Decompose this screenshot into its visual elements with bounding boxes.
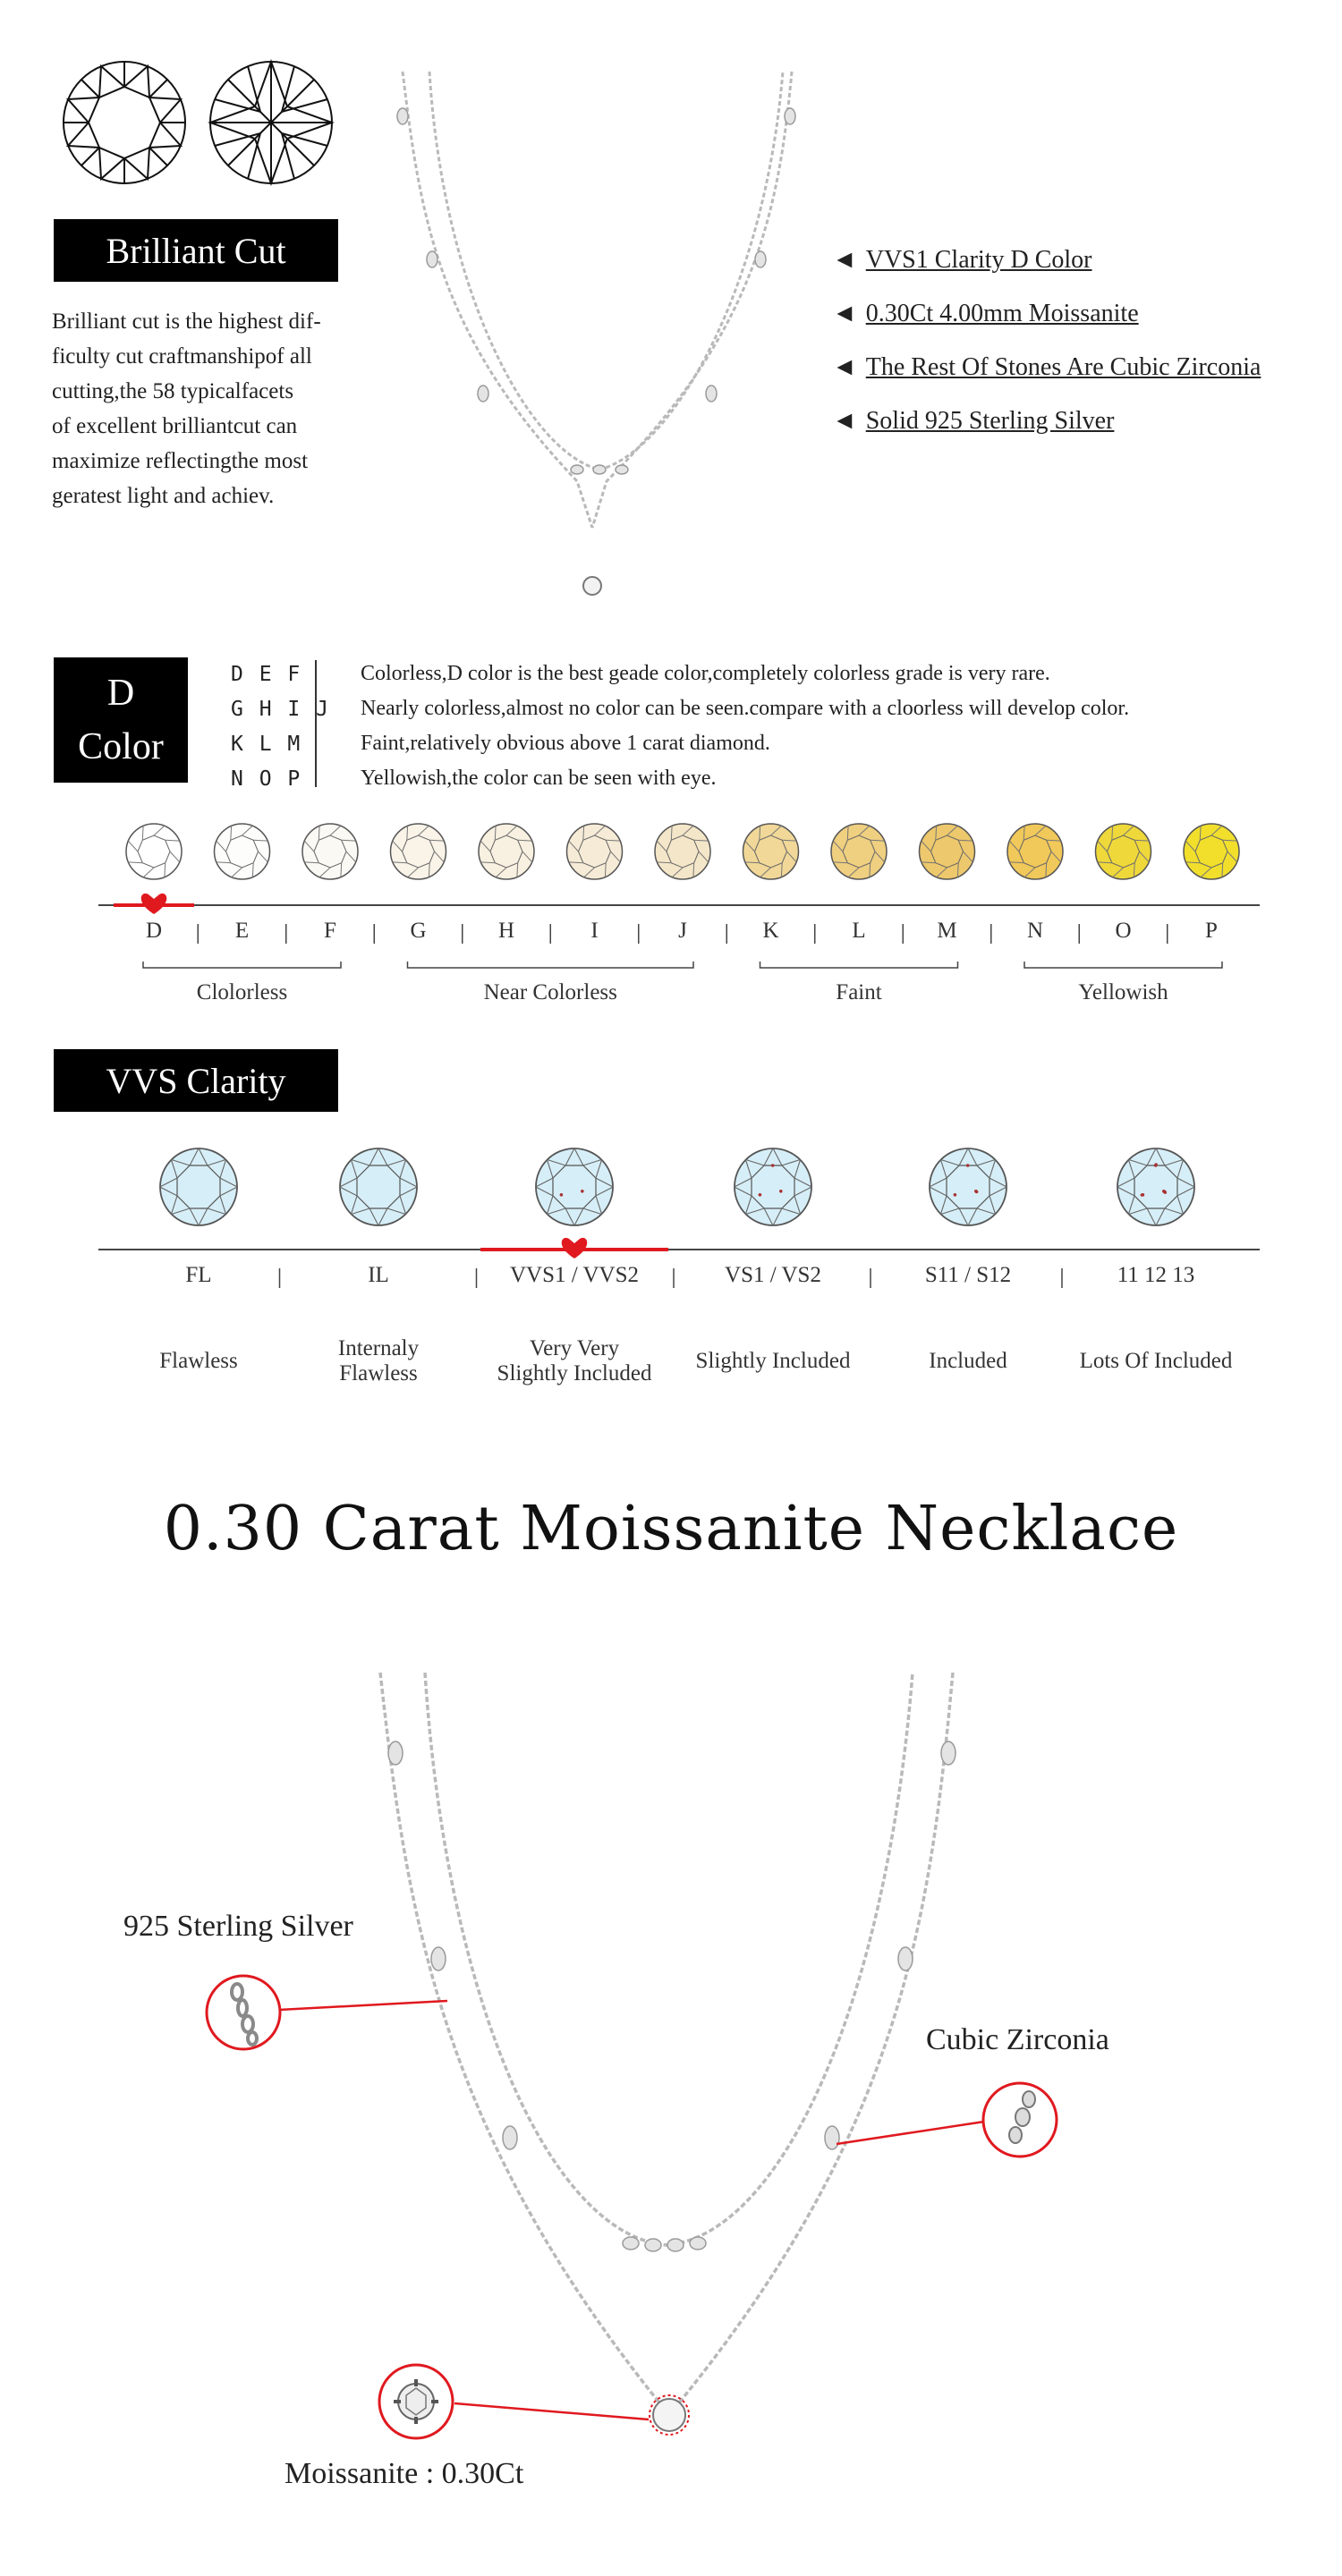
grade-letters: G H I J <box>231 697 330 721</box>
spec-text: 0.30Ct 4.00mm Moissanite <box>865 300 1139 327</box>
color-group-label: Near Colorless <box>483 980 617 1004</box>
spec-marker-icon: ◄ <box>832 407 857 435</box>
color-scale-letter: I <box>590 919 599 943</box>
spec-text: VVS1 Clarity D Color <box>865 246 1092 274</box>
brilliant-line: cutting,the 58 typicalfacets <box>52 379 294 403</box>
color-scale-letter: M <box>937 919 957 943</box>
color-group-label: Yellowish <box>1078 980 1168 1004</box>
callout-silver: 925 Sterling Silver <box>123 1910 353 1943</box>
color-scale-letter: O <box>1115 919 1132 943</box>
brilliant-line: ficulty cut craftmanshipof all <box>52 344 312 369</box>
color-group-label: Clolorless <box>196 980 288 1004</box>
color-scale-letter: N <box>1026 919 1044 943</box>
spec-marker-icon: ◄ <box>832 300 857 327</box>
clarity-desc-line: Slightly Included <box>695 1349 851 1373</box>
brilliant-line: maximize reflectingthe most <box>52 449 309 473</box>
clarity-grade-label: S11 / S12 <box>924 1263 1012 1287</box>
clarity-desc-line: Flawless <box>339 1361 418 1385</box>
color-scale-letter: G <box>410 919 427 943</box>
moissanite-zoom-icon <box>376 2361 456 2442</box>
color-scale-letter: J <box>678 919 687 943</box>
grade-letters: K L M <box>231 732 302 756</box>
clarity-grade-label: 11 12 13 <box>1117 1263 1195 1287</box>
clarity-desc-line: Flawless <box>159 1349 238 1373</box>
color-scale-letter: E <box>234 919 250 943</box>
color-group-label: Faint <box>836 980 882 1004</box>
brilliant-line: of excellent brilliantcut can <box>52 414 298 438</box>
grade-desc: Colorless,D color is the best geade color,completely colorless grade is very rare. <box>361 662 1050 685</box>
clarity-label-text: VVS Clarity <box>106 1060 286 1101</box>
color-scale-letter: D <box>145 919 163 943</box>
color-scale-letter: F <box>324 919 336 943</box>
spec-text: The Rest Of Stones Are Cubic Zirconia <box>865 353 1261 381</box>
brilliant-line: Brilliant cut is the highest dif- <box>52 309 321 334</box>
clarity-desc-line: Internaly <box>337 1336 420 1360</box>
clarity-desc-line: Very Very <box>529 1336 620 1360</box>
brilliant-line: geratest light and achiev. <box>52 484 275 508</box>
color-scale-letter: H <box>497 919 515 943</box>
color-scale-letter: P <box>1205 919 1218 943</box>
grade-desc: Yellowish,the color can be seen with eye. <box>361 767 717 790</box>
spec-text: Solid 925 Sterling Silver <box>865 407 1115 435</box>
grade-desc: Faint,relatively obvious above 1 carat diamond. <box>361 732 770 755</box>
callout-moissanite: Moissanite : 0.30Ct <box>285 2457 524 2490</box>
grade-letters: N O P <box>231 767 302 791</box>
product-title: 0.30 Carat Moissanite Necklace <box>163 1494 1179 1564</box>
clarity-grade-label: VVS1 / VVS2 <box>509 1263 640 1287</box>
spec-marker-icon: ◄ <box>832 246 857 274</box>
clarity-grade-label: FL <box>185 1263 212 1287</box>
cubic-zirconia-zoom-icon <box>980 2080 1060 2160</box>
callout-zirconia: Cubic Zirconia <box>926 2023 1109 2056</box>
grade-letters: D E F <box>231 662 302 686</box>
spec-marker-icon: ◄ <box>832 353 857 381</box>
clarity-grade-label: IL <box>368 1263 389 1287</box>
clarity-desc-line: Included <box>929 1349 1007 1373</box>
brilliant-cut-label-text: Brilliant Cut <box>106 230 286 271</box>
color-label-line1: D <box>106 673 135 714</box>
grade-desc: Nearly colorless,almost no color can be seen.compare with a cloorless will develop color. <box>361 697 1130 720</box>
color-scale-letter: K <box>762 919 779 943</box>
clarity-grade-label: VS1 / VS2 <box>725 1263 821 1287</box>
clarity-desc-line: Slightly Included <box>497 1361 652 1385</box>
clarity-desc-line: Lots Of Included <box>1079 1349 1233 1373</box>
color-scale-letter: L <box>852 919 866 943</box>
silver-chain-zoom-icon <box>203 1972 284 2053</box>
color-label-line2: Color <box>78 726 164 767</box>
